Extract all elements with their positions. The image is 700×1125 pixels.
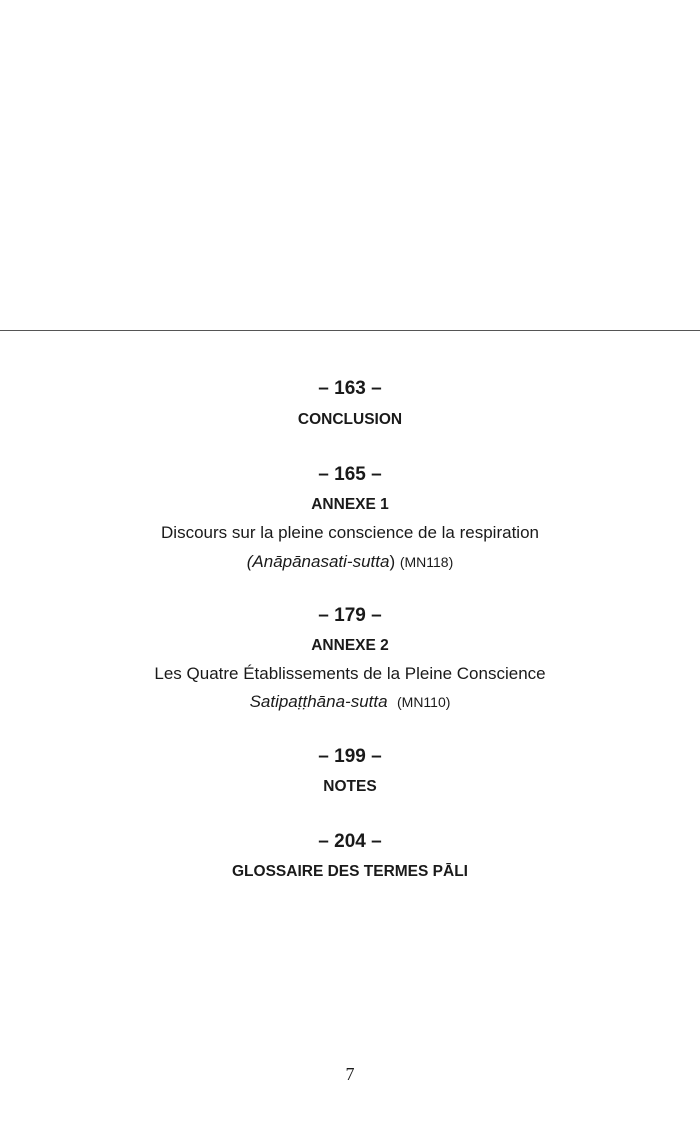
toc-sutta-line (0, 551, 700, 573)
sutta-reference: (MN118) (399, 554, 454, 570)
sutta-close-paren: ) (389, 552, 396, 571)
sutta-title: Satipaṭṭhāna-sutta (249, 692, 388, 711)
toc-page-number: – 165 – (318, 464, 382, 485)
toc-heading: ANNEXE 2 (311, 637, 389, 654)
toc-description: Discours sur la pleine conscience de la respiration (161, 523, 539, 542)
toc-page-number: – 163 – (318, 378, 382, 399)
horizontal-rule (0, 330, 700, 331)
toc-page-number: – 199 – (318, 746, 382, 767)
sutta-title: (Anāpānasati-sutta (246, 552, 390, 571)
toc-page-number: – 179 – (318, 605, 382, 626)
sutta-reference: (MN110) (397, 694, 451, 710)
toc-heading: CONCLUSION (297, 411, 403, 428)
toc-heading: GLOSSAIRE DES TERMES PĀLI (232, 863, 468, 880)
toc-heading: NOTES (323, 778, 377, 795)
toc-sutta-line (0, 691, 700, 713)
page-folio: 7 (345, 1064, 355, 1084)
toc-heading: ANNEXE 1 (311, 496, 389, 513)
toc-page-number: – 204 – (318, 831, 382, 852)
toc-description: Les Quatre Établissements de la Pleine Conscience (154, 664, 546, 683)
